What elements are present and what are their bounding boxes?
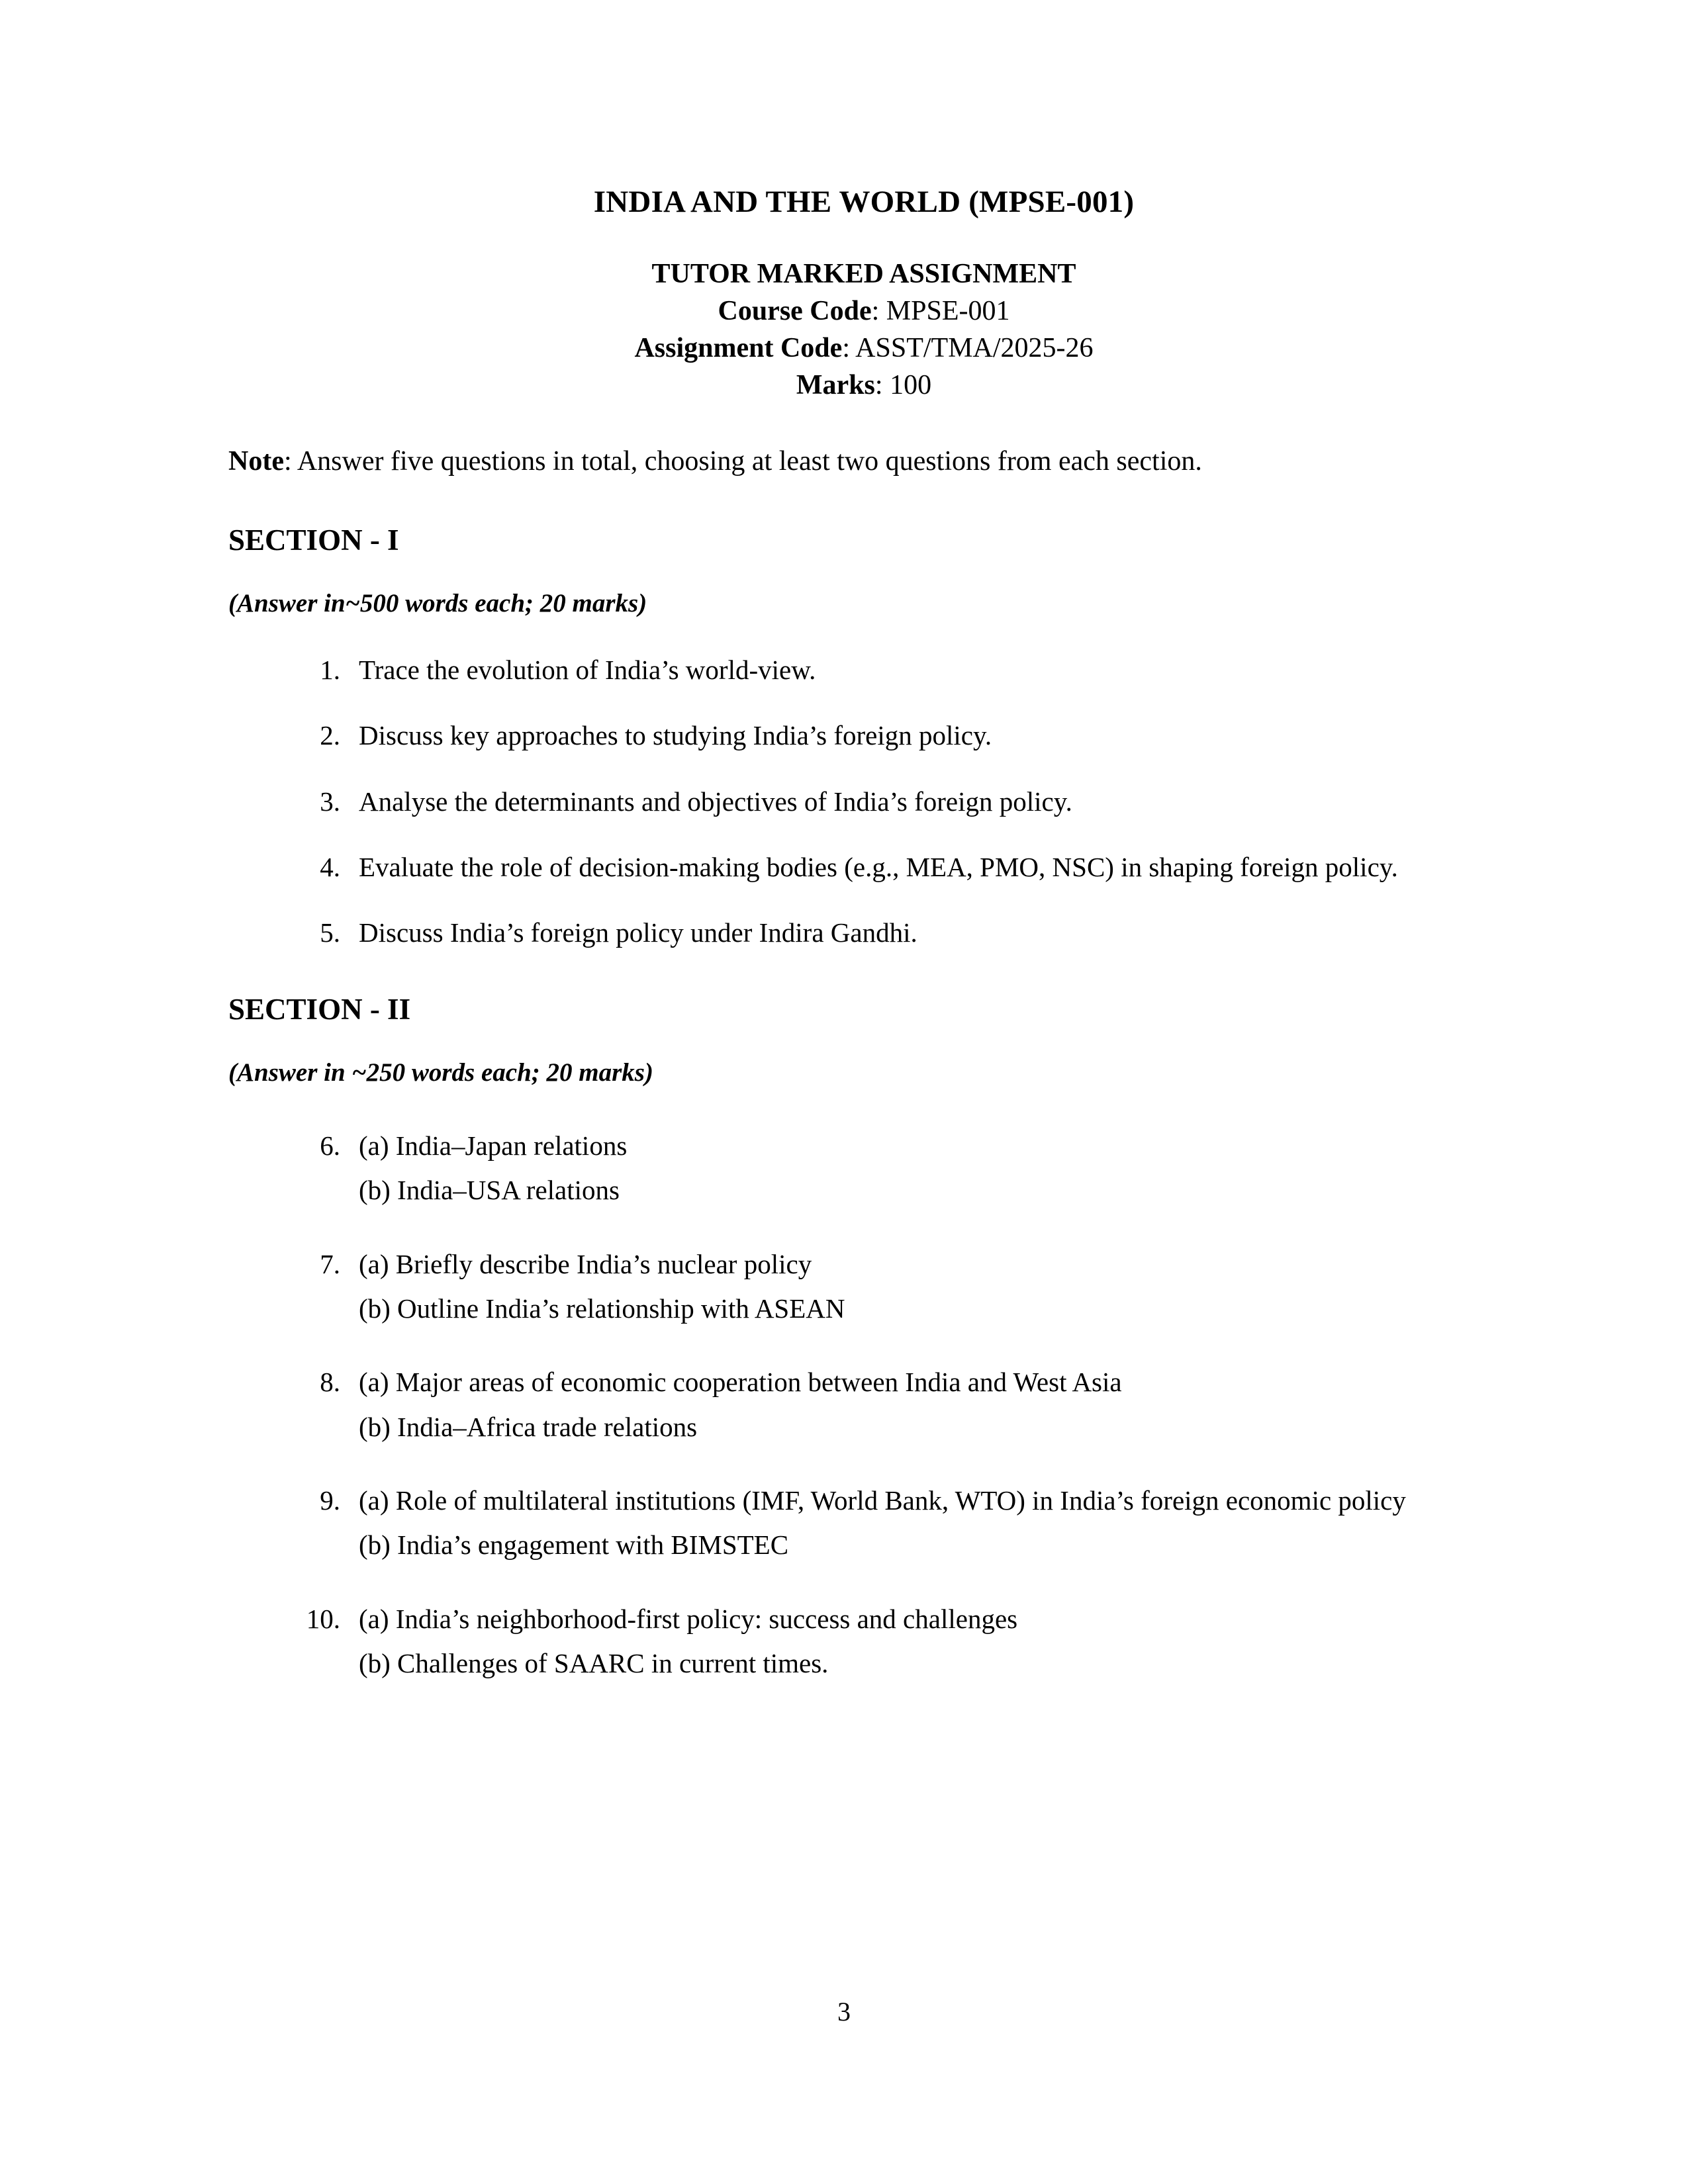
- question-number: 5.: [320, 917, 340, 948]
- question-text: Discuss key approaches to studying India’s foreign policy.: [359, 720, 992, 751]
- marks-value: : 100: [874, 369, 932, 400]
- assignment-code-line: [228, 330, 1499, 367]
- question-number: 6.: [320, 1130, 340, 1161]
- question-body: [359, 1128, 1499, 1208]
- section-one-question-list: [228, 653, 1499, 950]
- list-item: [228, 784, 1499, 819]
- assignment-code-value: : ASST/TMA/2025-26: [842, 332, 1094, 363]
- list-item: [228, 653, 1499, 688]
- list-item: [228, 1128, 1499, 1208]
- question-number: 9.: [320, 1484, 340, 1516]
- assignment-header-block: [228, 256, 1499, 404]
- marks-line: [228, 367, 1499, 404]
- question-number: 2.: [320, 720, 340, 751]
- section-two-instruction: (Answer in ~250 words each; 20 marks): [228, 1058, 653, 1087]
- document-content: [228, 0, 1499, 1681]
- list-item: [228, 718, 1499, 753]
- list-item: [228, 1365, 1499, 1445]
- question-number: 10.: [306, 1603, 340, 1634]
- course-code-value: : MPSE-001: [871, 295, 1010, 326]
- question-number: 8.: [320, 1367, 340, 1398]
- question-text: Analyse the determinants and objectives of India’s foreign policy.: [359, 786, 1072, 817]
- question-text: Discuss India’s foreign policy under Indira Gandhi.: [359, 917, 917, 948]
- question-body: [359, 1602, 1499, 1682]
- question-number: 4.: [320, 851, 340, 882]
- question-sub-b: (b) India’s engagement with BIMSTEC: [359, 1529, 789, 1561]
- question-text: Evaluate the role of decision-making bodies (e.g., MEA, PMO, NSC) in shaping foreign policy.: [359, 851, 1398, 882]
- question-sub-b: (b) India–USA relations: [359, 1175, 620, 1206]
- question-sub-a: (a) Briefly describe India’s nuclear policy: [359, 1248, 812, 1279]
- question-number: 7.: [320, 1248, 340, 1279]
- section-two-heading: SECTION - II: [228, 993, 411, 1026]
- note-label: Note: [228, 446, 284, 477]
- list-item: [228, 1247, 1499, 1327]
- question-body: [359, 1365, 1499, 1445]
- course-code-line: [228, 293, 1499, 330]
- section-one-heading: SECTION - I: [228, 523, 399, 557]
- marks-label: Marks: [796, 369, 875, 400]
- question-body: [359, 1483, 1499, 1563]
- question-sub-a: (a) India’s neighborhood-first policy: success and challenges: [359, 1603, 1018, 1634]
- question-sub-b: (b) Challenges of SAARC in current times.: [359, 1647, 829, 1678]
- course-code-label: Course Code: [718, 295, 872, 326]
- section-two-question-list: [228, 1128, 1499, 1681]
- assignment-code-label: Assignment Code: [634, 332, 843, 363]
- question-sub-a: (a) Major areas of economic cooperation between India and West Asia: [359, 1367, 1122, 1398]
- note-text: : Answer five questions in total, choosing at least two questions from each section.: [283, 446, 1202, 477]
- question-text: Trace the evolution of India’s world-view.: [359, 654, 816, 685]
- list-item: [228, 1483, 1499, 1563]
- page-title: INDIA AND THE WORLD (MPSE-001): [593, 185, 1135, 219]
- question-number: 1.: [320, 654, 340, 685]
- assignment-type-label: TUTOR MARKED ASSIGNMENT: [651, 259, 1076, 290]
- section-one-instruction: (Answer in~500 words each; 20 marks): [228, 589, 647, 618]
- question-sub-a: (a) Role of multilateral institutions (IMF, World Bank, WTO) in India’s foreign economic policy: [359, 1484, 1406, 1516]
- question-sub-b: (b) Outline India’s relationship with ASEAN: [359, 1293, 845, 1324]
- list-item: [228, 1602, 1499, 1682]
- list-item: [228, 850, 1499, 885]
- note-paragraph: [228, 442, 1499, 481]
- page-number: 3: [837, 1997, 851, 2026]
- question-number: 3.: [320, 786, 340, 817]
- question-sub-a: (a) India–Japan relations: [359, 1130, 628, 1161]
- question-sub-b: (b) India–Africa trade relations: [359, 1411, 698, 1442]
- list-item: [228, 915, 1499, 950]
- question-body: [359, 1247, 1499, 1327]
